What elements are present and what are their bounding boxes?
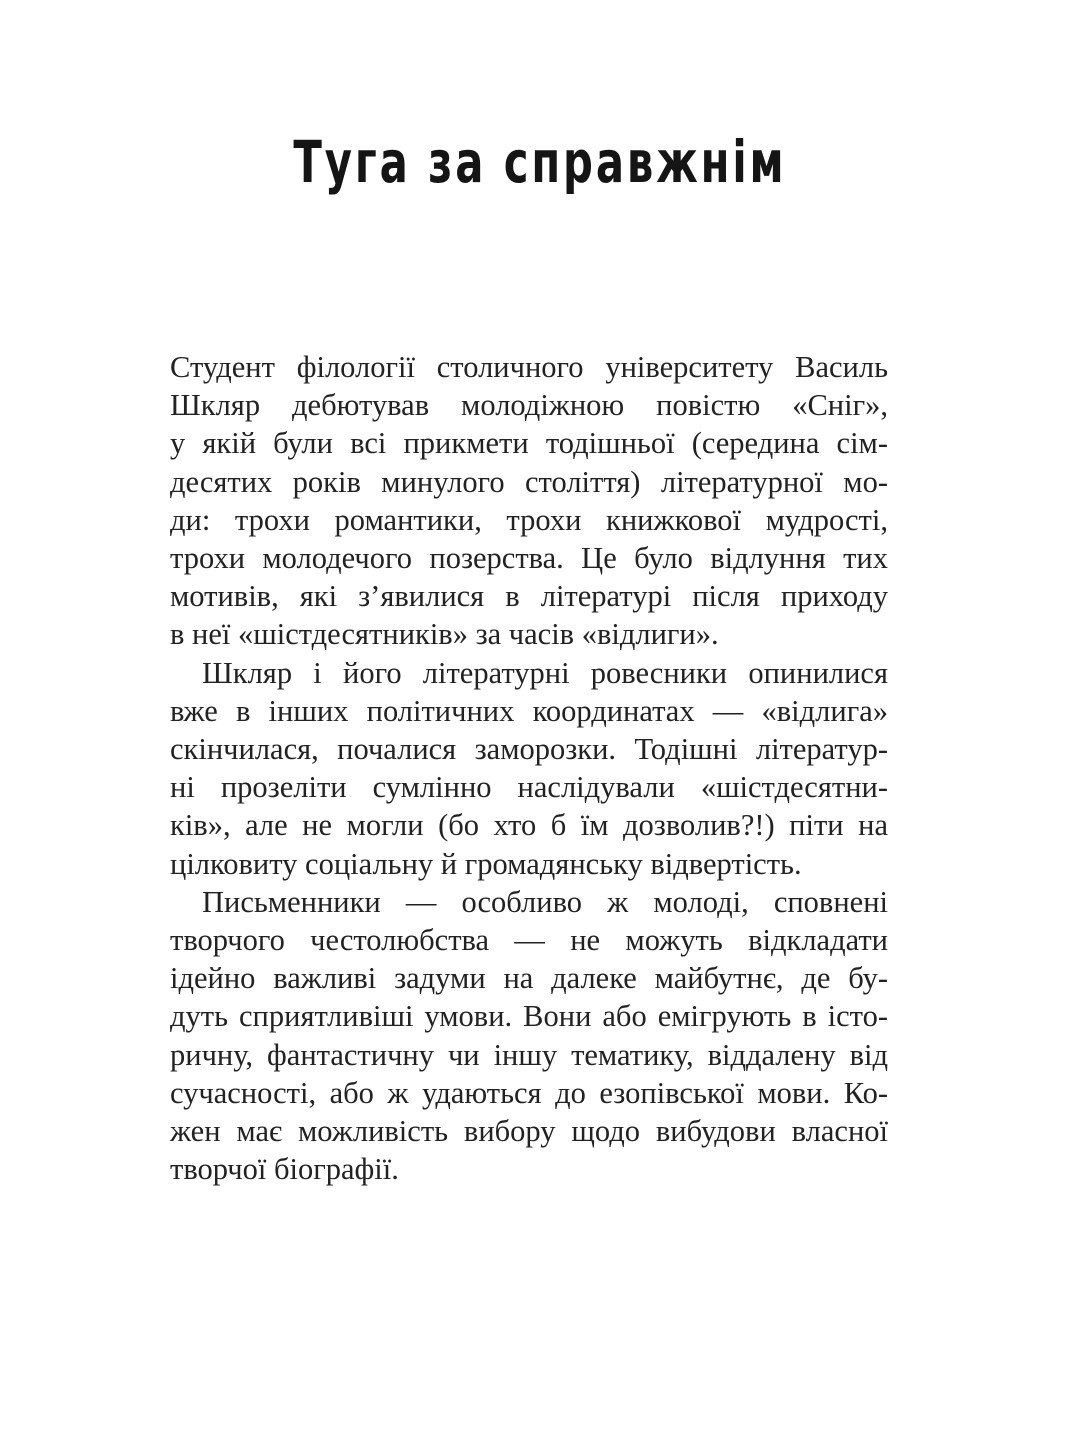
- text-line: ричну, фантастичну чи іншу тематику, віддалену від: [170, 1037, 888, 1072]
- text-line: мотивів, які з’явилися в літературі після приходу: [170, 579, 888, 614]
- text-line: жен має можливість вибору щодо вибудови власної: [170, 1114, 888, 1149]
- paragraph-3: [170, 883, 888, 1189]
- text-line: Шкляр і його літературні ровесники опинилися: [202, 655, 888, 690]
- text-line: ків», але не могли (бо хто б їм дозволив?!) піти на: [170, 808, 888, 843]
- text-line: дуть сприятливіші умови. Вони або емігрують в істо-: [170, 999, 888, 1034]
- paragraph-1: [170, 348, 888, 654]
- text-line: Письменники — особливо ж молоді, сповнені: [202, 884, 888, 919]
- text-line: ди: трохи романтики, трохи книжкової мудрості,: [170, 502, 888, 537]
- chapter-title: Туга за справжнім: [293, 128, 787, 196]
- text-line: десятих років минулого століття) літературної мо-: [170, 464, 888, 499]
- text-line: сучасності, або ж удаються до езопівської мови. Ко-: [170, 1075, 888, 1110]
- text-line: Студент філології столичного університету Василь: [170, 350, 888, 384]
- text-line: трохи молодечого позерства. Це було відлуння тих: [170, 541, 888, 576]
- text-line: творчої біографії.: [170, 1152, 399, 1187]
- text-line: скінчилася, почалися заморозки. Тодішні літератур-: [170, 732, 888, 767]
- text-line: вже в інших політичних координатах — «відлига»: [170, 693, 888, 728]
- body-text: [170, 348, 888, 1188]
- text-line: цілковиту соціальну й громадянську відвертість.: [170, 846, 802, 881]
- text-line: Шкляр дебютував молодіжною повістю «Сніг»,: [170, 388, 888, 423]
- text-line: у якій були всі прикмети тодішньої (середина сім-: [170, 426, 888, 461]
- text-line: ні прозеліти сумлінно наслідували «шістдесятни-: [170, 770, 888, 805]
- text-line: творчого честолюбства — не можуть відкладати: [170, 923, 888, 958]
- paragraph-2: [170, 654, 888, 883]
- text-line: в неї «шістдесятників» за часів «відлиги».: [170, 617, 719, 652]
- text-line: ідейно важливі задуми на далеке майбутнє, де бу-: [170, 961, 888, 996]
